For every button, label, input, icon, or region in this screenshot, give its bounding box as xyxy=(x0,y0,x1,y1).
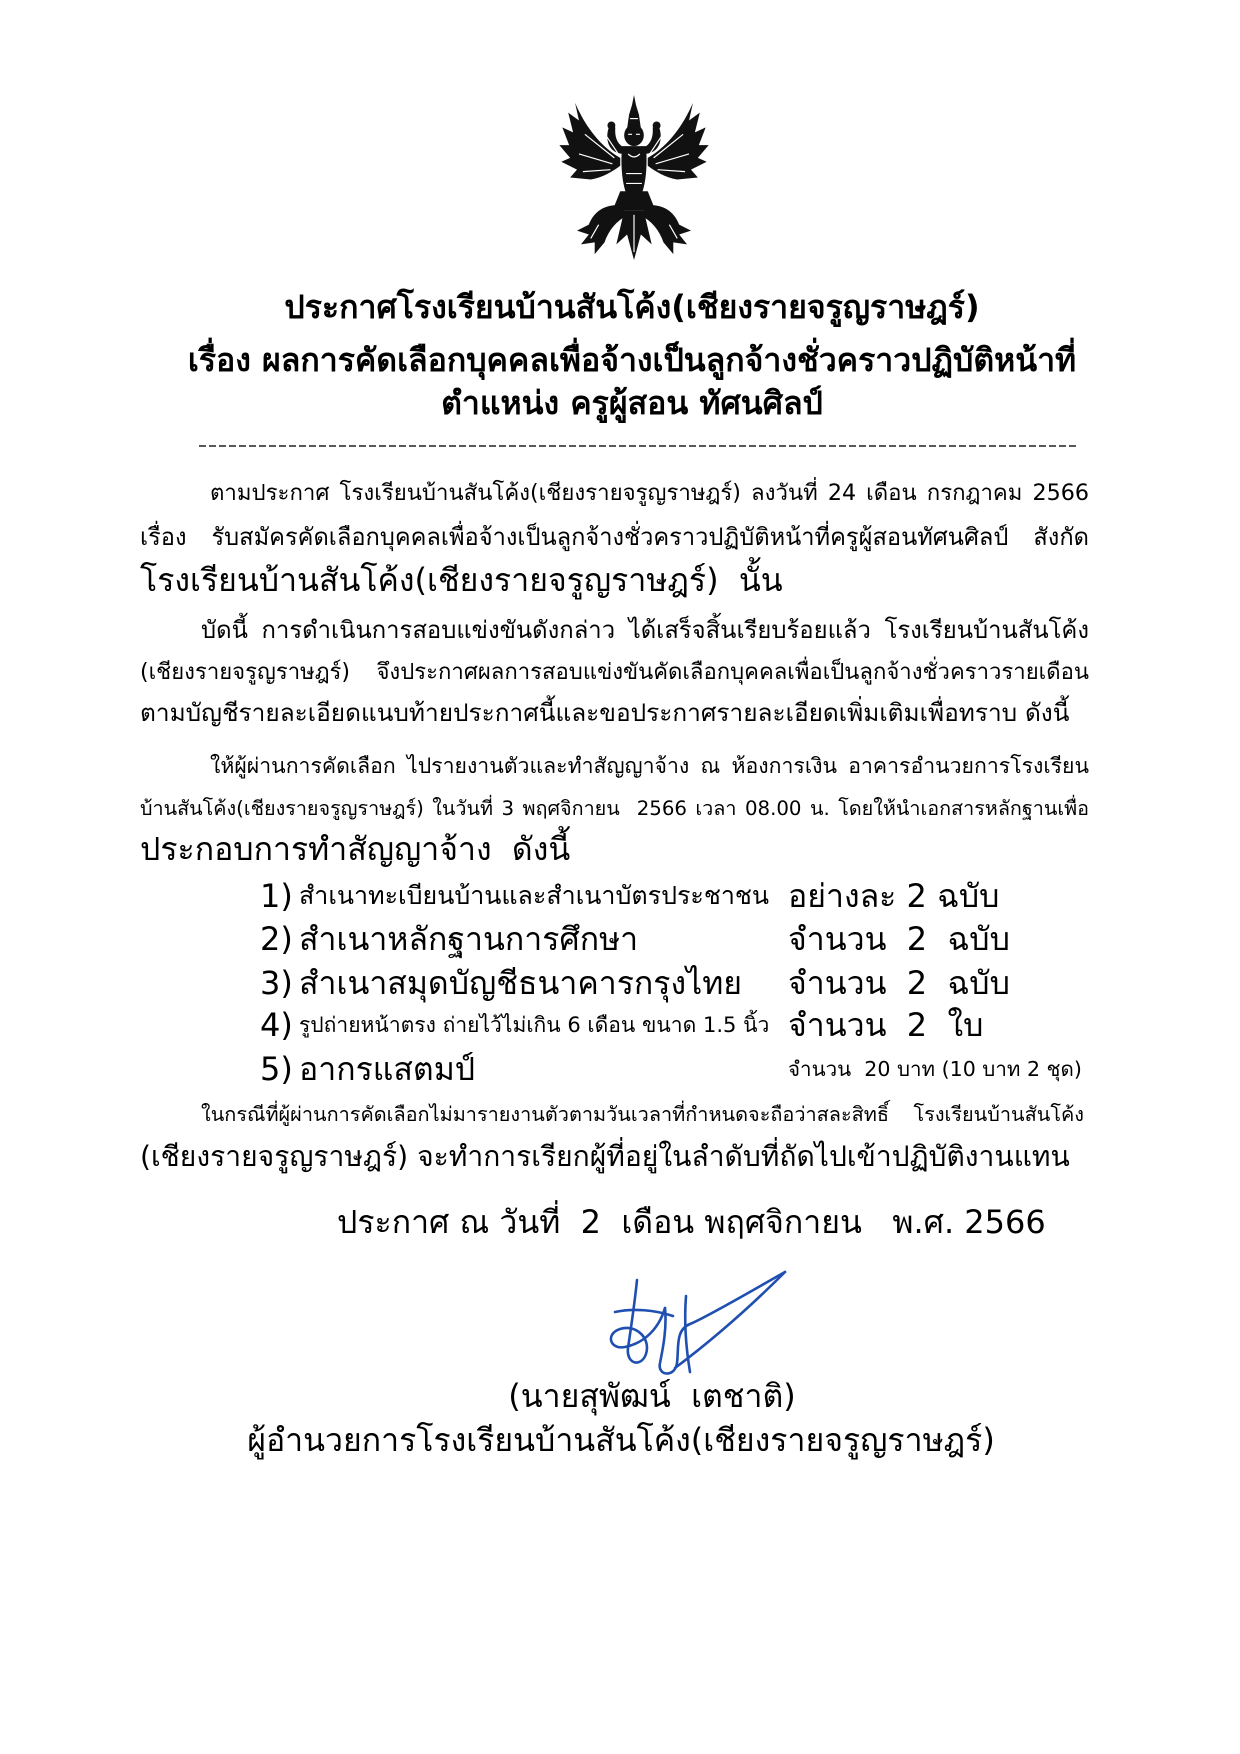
paragraph-line: ให้ผู้ผ่านการคัดเลือก ไปรายงานตัวและทำสัญญาจ้าง ณ ห้องการเงิน อาคารอำนวยการโรงเรียน xyxy=(210,754,1089,779)
list-item-quantity: จำนวน 20 บาท (10 บาท 2 ชุด) xyxy=(788,1057,1082,1081)
list-item-number: 3) xyxy=(260,964,293,1002)
paragraph-line: (เชียงรายจรูญราษฎร์) จะทำการเรียกผู้ที่อยู่ในลำดับที่ถัดไปเข้าปฏิบัติงานแทน xyxy=(140,1140,1070,1173)
paragraph-line: ตามประกาศ โรงเรียนบ้านสันโค้ง(เชียงรายจรูญราษฎร์) ลงวันที่ 24 เดือน กรกฎาคม 2566 xyxy=(210,480,1089,506)
signer-name: (นายสุพัฒน์ เตชาติ) xyxy=(508,1377,796,1415)
list-item-text: อากรแสตมป์ xyxy=(299,1050,476,1088)
paragraph-line: ตามบัญชีรายละเอียดแนบท้ายประกาศนี้และขอประกาศรายละเอียดเพิ่มเติมเพื่อทราบ ดังนี้ xyxy=(140,698,1070,727)
list-item-text: รูปถ่ายหน้าตรง ถ่ายไว้ไม่เกิน 6 เดือน ขนาด 1.5 นิ้ว xyxy=(299,1012,770,1037)
garuda-emblem xyxy=(553,95,715,262)
paragraph-line: โรงเรียนบ้านสันโค้ง(เชียงรายจรูญราษฎร์) นั้น xyxy=(140,561,783,599)
paragraph-line: (เชียงรายจรูญราษฎร์) จึงประกาศผลการสอบแข่งขันคัดเลือกบุคคลเพื่อเป็นลูกจ้างชั่วคราวรายเดือน xyxy=(140,659,1089,685)
list-item-text: สำเนาทะเบียนบ้านและสำเนาบัตรประชาชน xyxy=(299,881,770,910)
list-item-number: 5) xyxy=(260,1050,293,1088)
signer-title: ผู้อำนวยการโรงเรียนบ้านสันโค้ง(เชียงรายจรูญราษฎร์) xyxy=(247,1421,995,1459)
separator-line xyxy=(199,443,1078,449)
signature xyxy=(603,1268,789,1380)
paragraph-line: บ้านสันโค้ง(เชียงรายจรูญราษฎร์) ในวันที่ 3 พฤศจิกายน 2566 เวลา 08.00 น. โดยให้นำเอกสารหลักฐานเพื่อ xyxy=(140,797,1089,820)
paragraph-line: ในกรณีที่ผู้ผ่านการคัดเลือกไม่มารายงานตัวตามวันเวลาที่กำหนดจะถือว่าสละสิทธิ์ โรงเรียนบ้านสันโค้ง xyxy=(201,1103,1084,1126)
list-item-number: 2) xyxy=(260,920,293,958)
announcement-title: ประกาศโรงเรียนบ้านสันโค้ง(เชียงรายจรูญราษฎร์) xyxy=(284,288,980,326)
paragraph-line: บัดนี้ การดำเนินการสอบแข่งขันดังกล่าว ได้เสร็จสิ้นเรียบร้อยแล้ว โรงเรียนบ้านสันโค้ง xyxy=(201,616,1089,644)
paragraph-line: เรื่อง รับสมัครคัดเลือกบุคคลเพื่อจ้างเป็นลูกจ้างชั่วคราวปฏิบัติหน้าที่ครูผู้สอนทัศนศิลป์ สังกัด xyxy=(140,523,1089,551)
list-item-number: 4) xyxy=(260,1006,293,1044)
list-item-number: 1) xyxy=(260,877,293,915)
list-item-quantity: จำนวน 2 ฉบับ xyxy=(788,920,1010,958)
announcement-position: ตำแหน่ง ครูผู้สอน ทัศนศิลป์ xyxy=(441,384,823,422)
list-item-quantity: จำนวน 2 ใบ xyxy=(788,1006,984,1044)
list-item-quantity: จำนวน 2 ฉบับ xyxy=(788,964,1010,1002)
list-item-text: สำเนาหลักฐานการศึกษา xyxy=(299,920,639,958)
announcement-date: ประกาศ ณ วันที่ 2 เดือน พฤศจิกายน พ.ศ. 2566 xyxy=(337,1203,1046,1241)
list-item-quantity: อย่างละ 2 ฉบับ xyxy=(788,877,1000,915)
announcement-subject: เรื่อง ผลการคัดเลือกบุคคลเพื่อจ้างเป็นลูกจ้างชั่วคราวปฏิบัติหน้าที่ xyxy=(187,341,1077,379)
list-item-text: สำเนาสมุดบัญชีธนาคารกรุงไทย xyxy=(299,964,743,1002)
paragraph-line: ประกอบการทำสัญญาจ้าง ดังนี้ xyxy=(140,830,571,868)
